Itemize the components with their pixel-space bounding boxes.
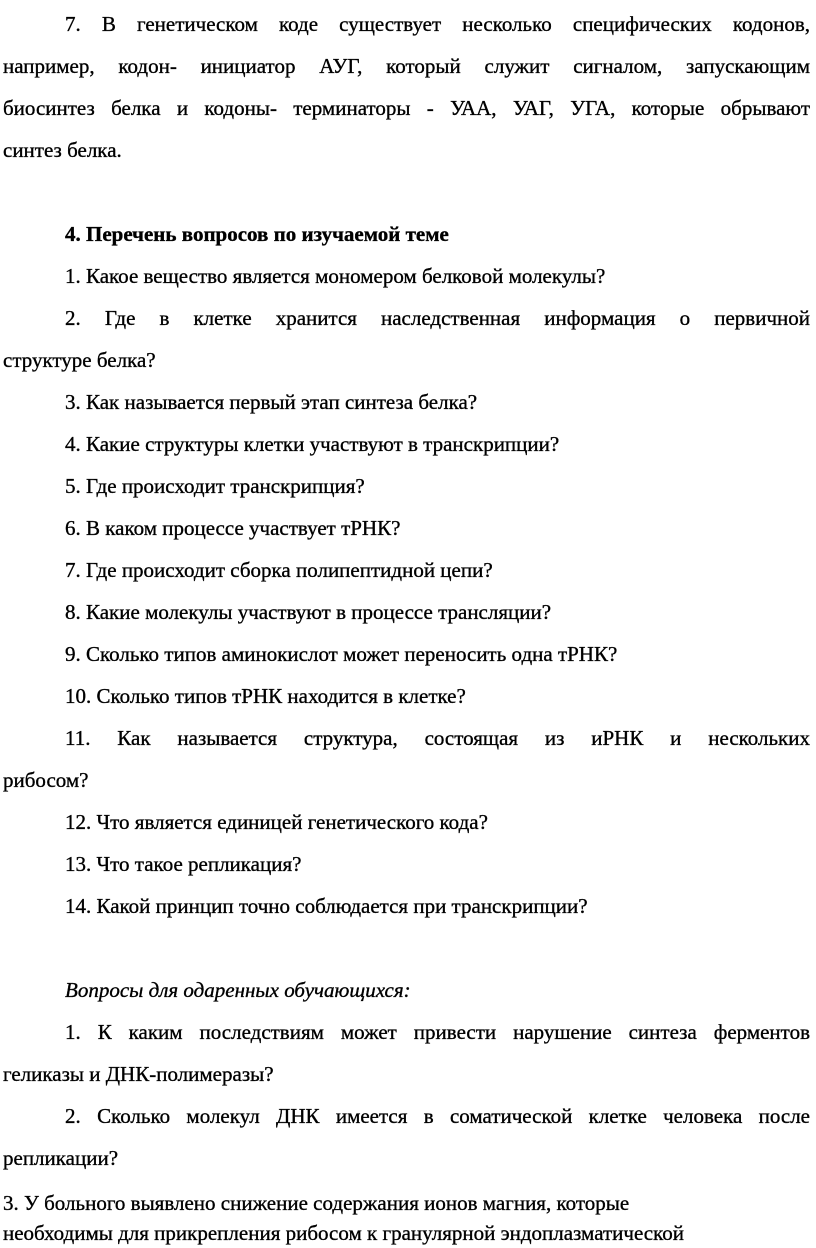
gifted-questions-heading [3, 969, 810, 1011]
question-9-line-1: 9. Сколько типов аминокислот может переносить одна тРНК? [65, 642, 618, 666]
question-5-line-1: 5. Где происходит транскрипция? [65, 474, 365, 498]
section-4-heading-line-1: 4. Перечень вопросов по изучаемой теме [65, 222, 449, 246]
question-12-line-1: 12. Что является единицей генетического кода? [65, 810, 488, 834]
gifted-question-3 [3, 1188, 810, 1248]
question-12 [3, 801, 810, 843]
gifted-question-2-line-2: репликации? [3, 1146, 119, 1170]
question-13 [3, 843, 810, 885]
question-7-line-1: 7. Где происходит сборка полипептидной цепи? [65, 558, 493, 582]
gifted-question-1 [3, 1011, 810, 1095]
paragraph-7-codons-line-4: синтез белка. [3, 138, 122, 162]
question-6-line-1: 6. В каком процессе участвует тРНК? [65, 516, 401, 540]
question-10 [3, 675, 810, 717]
question-4-line-1: 4. Какие структуры клетки участвуют в транскрипции? [65, 432, 560, 456]
blank-line [3, 171, 810, 213]
question-11-line-1: 11. Как называется структура, состоящая из иРНК и нескольких [65, 726, 810, 750]
question-10-line-1: 10. Сколько типов тРНК находится в клетке? [65, 684, 466, 708]
gifted-question-1-line-2: геликазы и ДНК-полимеразы? [3, 1062, 274, 1086]
gifted-question-3-line-1: 3. У больного выявлено снижение содержания ионов магния, которые [3, 1191, 630, 1215]
question-3 [3, 381, 810, 423]
paragraph-7-codons-line-3: биосинтез белка и кодоны- терминаторы - УАА, УАГ, УГА, которые обрывают [3, 96, 810, 120]
gifted-question-2-line-1: 2. Сколько молекул ДНК имеется в соматической клетке человека после [65, 1104, 810, 1128]
question-8 [3, 591, 810, 633]
question-4 [3, 423, 810, 465]
question-1-line-1: 1. Какое вещество является мономером белковой молекулы? [65, 264, 606, 288]
paragraph-7-codons-line-1: 7. В генетическом коде существует несколько специфических кодонов, [65, 12, 810, 36]
question-2-line-2: структуре белка? [3, 348, 156, 372]
paragraph-7-codons [3, 3, 810, 171]
gifted-question-1-line-1: 1. К каким последствиям может привести нарушение синтеза ферментов [65, 1020, 810, 1044]
question-7 [3, 549, 810, 591]
section-4-heading [3, 213, 810, 255]
question-8-line-1: 8. Какие молекулы участвуют в процессе трансляции? [65, 600, 552, 624]
question-3-line-1: 3. Как называется первый этап синтеза белка? [65, 390, 478, 414]
blank-line [3, 927, 810, 969]
question-14 [3, 885, 810, 927]
question-2-line-1: 2. Где в клетке хранится наследственная информация о первичной [65, 306, 810, 330]
question-1 [3, 255, 810, 297]
question-5 [3, 465, 810, 507]
question-6 [3, 507, 810, 549]
question-13-line-1: 13. Что такое репликация? [65, 852, 302, 876]
question-11 [3, 717, 810, 801]
gifted-question-2 [3, 1095, 810, 1179]
question-11-line-2: рибосом? [3, 768, 89, 792]
question-2 [3, 297, 810, 381]
question-14-line-1: 14. Какой принцип точно соблюдается при транскрипции? [65, 894, 588, 918]
gifted-question-3-line-2: необходимы для прикрепления рибосом к гранулярной эндоплазматической [3, 1221, 684, 1245]
question-9 [3, 633, 810, 675]
paragraph-7-codons-line-2: например, кодон- инициатор АУГ, который служит сигналом, запускающим [3, 54, 810, 78]
gifted-questions-heading-line-1: Вопросы для одаренных обучающихся: [65, 978, 411, 1002]
